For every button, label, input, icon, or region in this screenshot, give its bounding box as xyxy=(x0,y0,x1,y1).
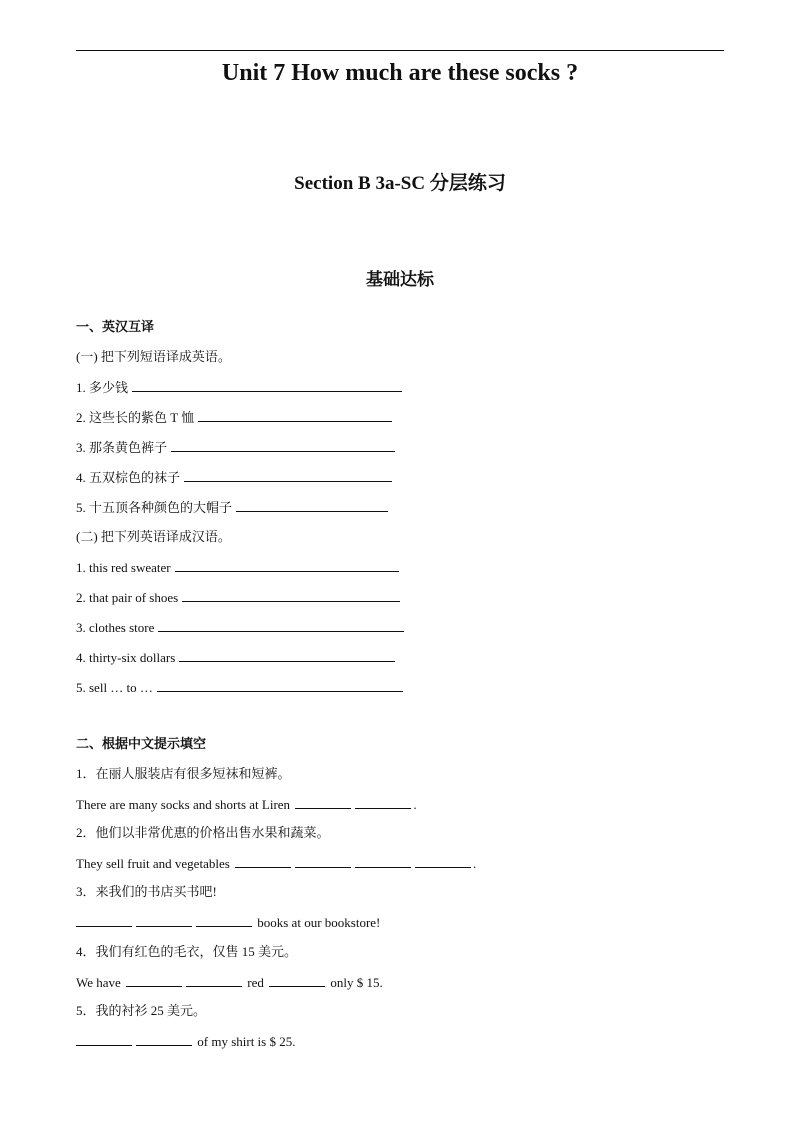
question-text: They sell fruit and vegetables xyxy=(76,856,230,871)
part1-heading: 一、英汉互译 xyxy=(76,320,155,335)
answer-blank[interactable] xyxy=(196,914,252,927)
question-text: of my shirt is $ 25. xyxy=(197,1034,296,1049)
answer-blank[interactable] xyxy=(126,974,182,987)
item-text: 3. 那条黄色裤子 xyxy=(76,440,168,455)
answer-blank[interactable] xyxy=(295,796,351,809)
question-en xyxy=(76,974,383,991)
answer-blank[interactable] xyxy=(158,619,404,632)
list-item xyxy=(76,409,392,426)
part2-heading: 二、根据中文提示填空 xyxy=(76,737,207,752)
item-text: 1. 多少钱 xyxy=(76,380,129,395)
list-item xyxy=(76,469,392,486)
answer-blank[interactable] xyxy=(269,974,325,987)
list-item xyxy=(76,679,403,696)
question-cn: 1．在丽人服装店有很多短袜和短裤。 xyxy=(76,766,291,781)
part1-sub2: (二) 把下列英语译成汉语。 xyxy=(76,529,231,544)
list-item xyxy=(76,619,404,636)
answer-blank[interactable] xyxy=(355,796,411,809)
list-item xyxy=(76,649,395,666)
answer-blank[interactable] xyxy=(186,974,242,987)
answer-blank[interactable] xyxy=(175,559,399,572)
answer-blank[interactable] xyxy=(415,855,471,868)
list-item xyxy=(76,439,395,456)
question-text: . xyxy=(413,797,417,812)
question-text: red xyxy=(247,975,264,990)
question-en xyxy=(76,796,417,813)
answer-blank[interactable] xyxy=(157,679,403,692)
question-en xyxy=(76,1033,295,1050)
item-text: 1. this red sweater xyxy=(76,560,171,575)
page-title: Unit 7 How much are these socks ? xyxy=(221,60,579,86)
question-text: . xyxy=(473,856,477,871)
item-text: 4. 五双棕色的袜子 xyxy=(76,470,181,485)
answer-blank[interactable] xyxy=(76,1033,132,1046)
answer-blank[interactable] xyxy=(198,409,392,422)
list-item xyxy=(76,589,400,606)
question-cn: 4．我们有红色的毛衣，仅售 15 美元。 xyxy=(76,944,298,959)
question-text: books at our bookstore! xyxy=(257,915,381,930)
list-item xyxy=(76,559,399,576)
item-text: 3. clothes store xyxy=(76,620,155,635)
question-cn: 5．我的衬衫 25 美元。 xyxy=(76,1003,207,1018)
answer-blank[interactable] xyxy=(136,1033,192,1046)
answer-blank[interactable] xyxy=(179,649,395,662)
item-text: 2. 这些长的紫色 T 恤 xyxy=(76,410,195,425)
answer-blank[interactable] xyxy=(236,499,388,512)
answer-blank[interactable] xyxy=(184,469,392,482)
top-rule xyxy=(76,50,724,51)
part1-sub1: (一) 把下列短语译成英语。 xyxy=(76,349,231,364)
answer-blank[interactable] xyxy=(76,914,132,927)
answer-blank[interactable] xyxy=(132,379,402,392)
list-item xyxy=(76,499,388,516)
question-cn: 3．来我们的书店买书吧! xyxy=(76,884,217,899)
question-cn: 2．他们以非常优惠的价格出售水果和蔬菜。 xyxy=(76,825,330,840)
question-en xyxy=(76,855,476,872)
item-text: 5. sell … to … xyxy=(76,680,153,695)
answer-blank[interactable] xyxy=(355,855,411,868)
item-text: 2. that pair of shoes xyxy=(76,590,179,605)
question-text: There are many socks and shorts at Liren xyxy=(76,797,291,812)
answer-blank[interactable] xyxy=(136,914,192,927)
answer-blank[interactable] xyxy=(295,855,351,868)
answer-blank[interactable] xyxy=(235,855,291,868)
section-subtitle: Section B 3a-SC 分层练习 xyxy=(294,173,506,194)
level-heading: 基础达标 xyxy=(366,270,434,290)
list-item xyxy=(76,379,402,396)
answer-blank[interactable] xyxy=(182,589,400,602)
question-en xyxy=(76,914,380,931)
question-text: only $ 15. xyxy=(330,975,383,990)
question-text: We have xyxy=(76,975,121,990)
item-text: 4. thirty-six dollars xyxy=(76,650,176,665)
answer-blank[interactable] xyxy=(171,439,395,452)
item-text: 5. 十五顶各种颜色的大帽子 xyxy=(76,500,233,515)
